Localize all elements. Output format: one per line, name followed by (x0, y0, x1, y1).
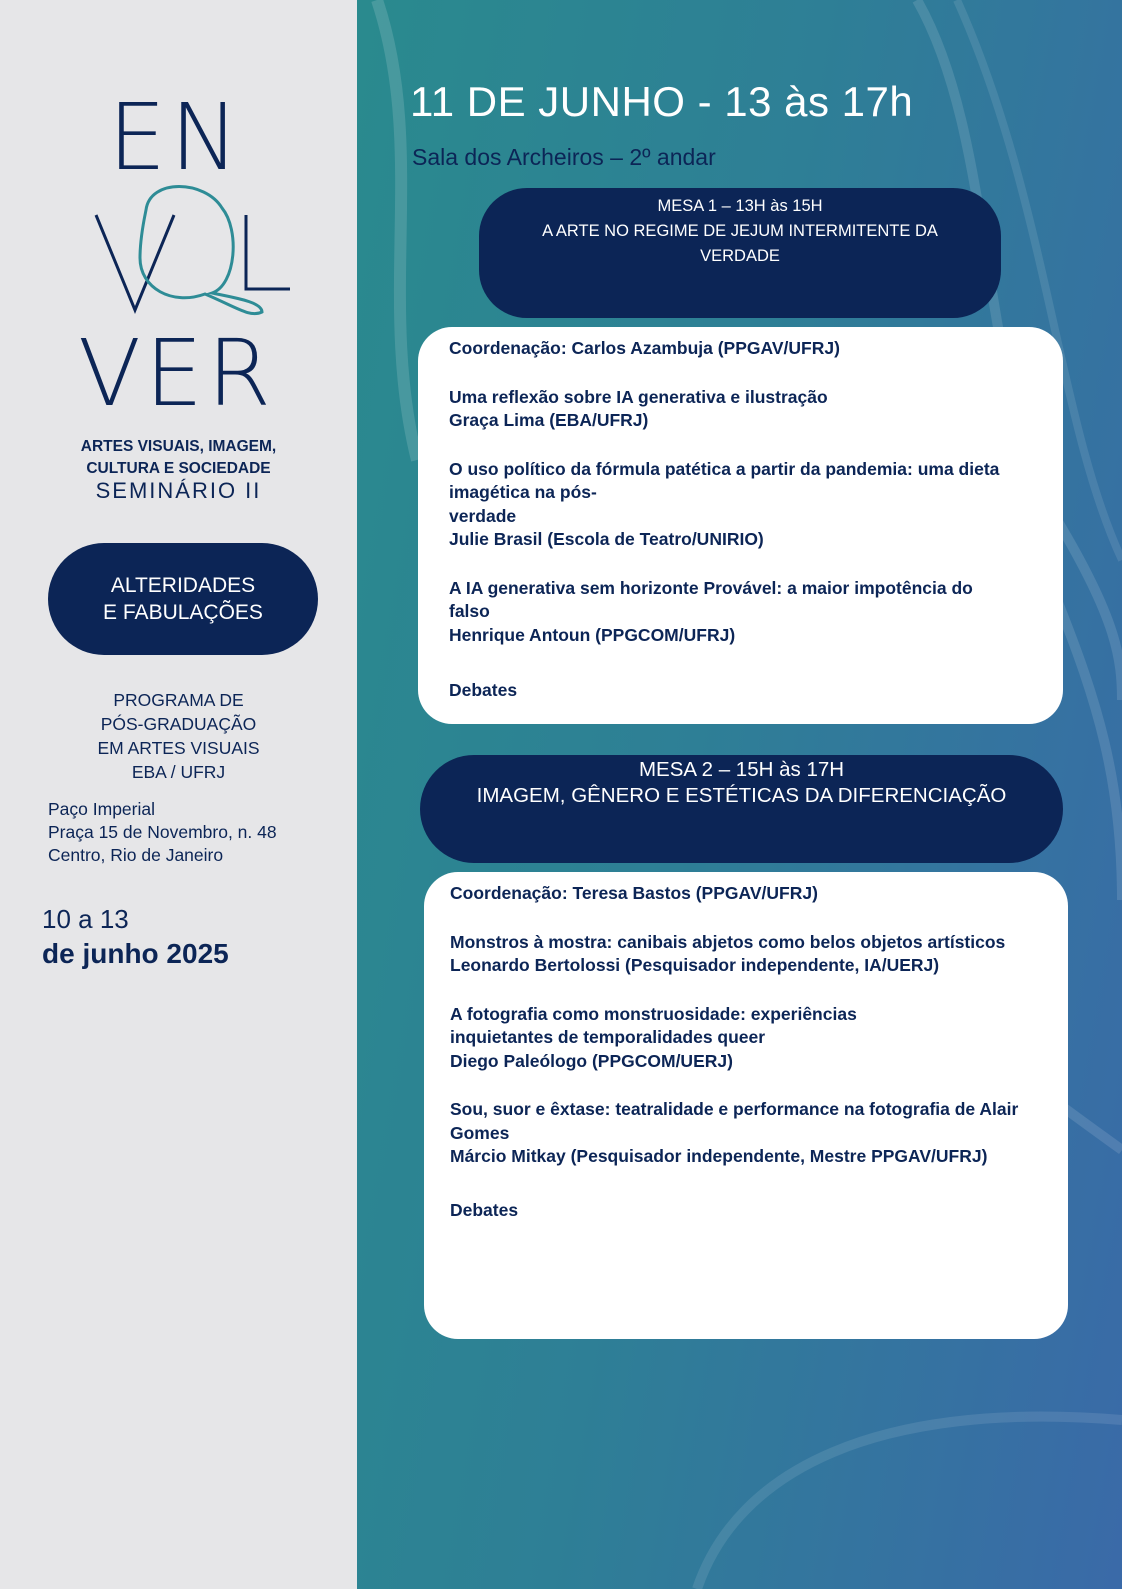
talk-title: O uso político da fórmula patética a partir da pandemia: uma dieta imagética na pós- (449, 458, 1000, 502)
mesa-2-card (424, 872, 1068, 1339)
talk-speaker: Leonardo Bertolossi (Pesquisador independente, IA/UERJ) (450, 955, 940, 975)
talk-speaker: Julie Brasil (Escola de Teatro/UNIRIO) (449, 529, 764, 549)
mesa-2-debates: Debates (450, 1199, 519, 1220)
mesa-1-time: MESA 1 – 13H às 15H (657, 197, 823, 215)
logo-line-en: EN (108, 84, 243, 191)
mesa-1-header (479, 188, 1001, 318)
talk-speaker: Graça Lima (EBA/UFRJ) (449, 410, 649, 430)
theme-pill: ALTERIDADES E FABULAÇÕES (48, 543, 318, 655)
seminar-label: SEMINÁRIO II (95, 478, 262, 503)
mesa-2-coordination: Coordenação: Teresa Bastos (PPGAV/UFRJ) (450, 883, 818, 903)
mesa-2-header (420, 755, 1063, 863)
mesa-1-coordination: Coordenação: Carlos Azambuja (PPGAV/UFRJ) (449, 338, 840, 358)
mesa-1-debates: Debates (449, 680, 518, 700)
talk-speaker: Henrique Antoun (PPGCOM/UFRJ) (449, 624, 736, 645)
talk-title: A IA generativa sem horizonte Provável: a maior impotência do falso (449, 577, 973, 621)
mesa-2-talk-3 (450, 1098, 1038, 1169)
talk-title: Monstros à mostra: canibais abjetos como belos objetos artísticos (450, 931, 1006, 952)
mesa-1-talk-3 (449, 577, 1033, 648)
day-title: 11 DE JUNHO - 13 às 17h (410, 78, 914, 125)
mesa-1-card (418, 327, 1063, 724)
mesa-1-talk-1 (449, 386, 1033, 433)
venue-address: Paço Imperial Praça 15 de Novembro, n. 48 Centro, Rio de Janeiro (48, 799, 277, 865)
talk-title-continued: verdade (449, 505, 517, 526)
talk-speaker: Márcio Mitkay (Pesquisador independente, Mestre PPGAV/UFRJ) (450, 1146, 988, 1166)
talk-title: Uma reflexão sobre IA generativa e ilustração (449, 386, 828, 407)
room-label: Sala dos Archeiros – 2º andar (412, 144, 716, 170)
tagline-line-2: CULTURA E SOCIEDADE (86, 460, 271, 477)
mesa-2-time: MESA 2 – 15H às 17H (638, 758, 845, 781)
event-dates-line-2: de junho 2025 (42, 938, 229, 969)
mesa-2-talk-1 (450, 931, 1038, 978)
event-dates (42, 902, 229, 972)
mesa-1-title: A ARTE NO REGIME DE JEJUM INTERMITENTE DA VERDADE (542, 222, 938, 265)
mesa-2-title: IMAGEM, GÊNERO E ESTÉTICAS DA DIFERENCIAÇÃO (476, 784, 1007, 807)
tagline (0, 436, 357, 480)
mesa-1-talk-2 (449, 458, 1033, 552)
tagline-line-1: ARTES VISUAIS, IMAGEM, (80, 438, 277, 455)
envolver-logo (0, 80, 357, 427)
talk-title: Sou, suor e êxtase: teatralidade e performance na fotografia de Alair Gomes (450, 1099, 1019, 1143)
program-name: PROGRAMA DE PÓS-GRADUAÇÃO EM ARTES VISUAIS EBA / UFRJ (97, 690, 260, 782)
logo-line-ver: VER (78, 320, 275, 427)
mesa-2-talk-2 (450, 1003, 1038, 1074)
talk-title: A fotografia como monstruosidade: experiências inquietantes de temporalidades queer (450, 1003, 857, 1047)
talk-speaker: Diego Paleólogo (PPGCOM/UERJ) (450, 1050, 733, 1071)
event-dates-line-1: 10 a 13 (42, 904, 129, 934)
